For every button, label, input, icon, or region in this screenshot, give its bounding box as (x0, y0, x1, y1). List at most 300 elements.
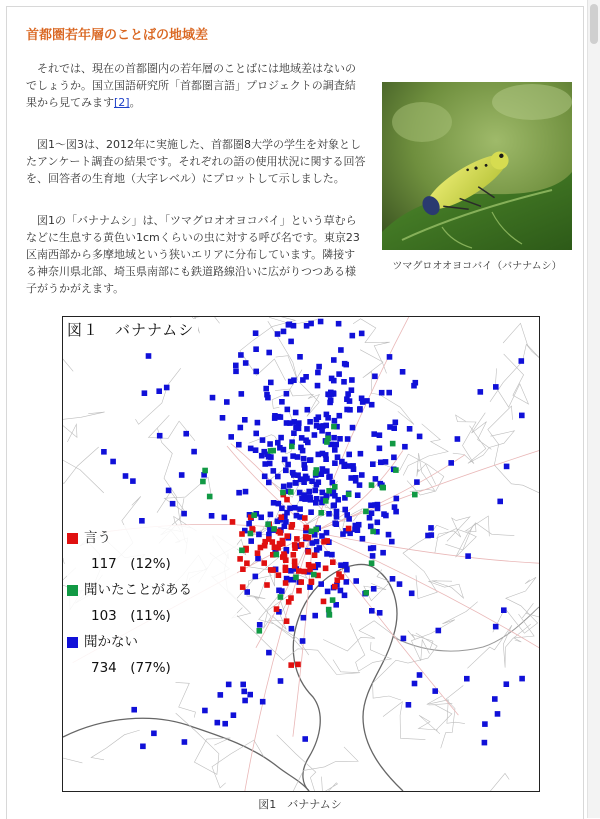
survey-point-marker (332, 584, 338, 590)
survey-point-marker (359, 472, 365, 478)
survey-point-marker (253, 447, 259, 453)
survey-point-marker (360, 399, 366, 405)
legend-label: 聞かない (84, 634, 138, 650)
survey-point-marker (326, 511, 332, 517)
survey-point-marker (258, 515, 264, 521)
survey-point-marker (493, 624, 499, 630)
survey-point-marker (275, 474, 281, 480)
survey-point-marker (123, 473, 129, 479)
survey-point-marker (281, 484, 287, 490)
survey-point-marker (233, 363, 239, 369)
survey-point-marker (504, 464, 510, 470)
survey-point-marker (278, 435, 284, 441)
survey-point-marker (302, 736, 308, 742)
survey-point-marker (274, 552, 280, 558)
survey-point-marker (191, 449, 197, 455)
survey-point-marker (368, 503, 374, 509)
survey-point-marker (397, 581, 403, 587)
survey-point-marker (383, 513, 389, 519)
survey-point-marker (323, 566, 329, 572)
survey-point-marker (292, 505, 298, 511)
bananamushi-map (62, 316, 540, 792)
survey-point-marker (303, 437, 309, 443)
survey-point-marker (314, 417, 320, 423)
survey-point-marker (353, 478, 359, 484)
survey-point-marker (302, 515, 308, 521)
survey-point-marker (290, 470, 296, 476)
survey-point-marker (202, 468, 208, 474)
survey-point-marker (369, 608, 375, 614)
survey-point-marker (291, 552, 297, 558)
legend-item-say (67, 525, 237, 551)
survey-point-marker (262, 461, 268, 467)
survey-point-marker (218, 692, 224, 698)
legend-count: 734 (77%) (67, 655, 237, 681)
survey-point-marker (478, 389, 484, 395)
survey-point-marker (230, 519, 236, 525)
survey-point-marker (238, 352, 244, 358)
paragraph-survey: 図1～図3は、2012年に実施した、首都圏8大学の学生を対象としたアンケート調査の結果です。それぞれの語の使用状況に関する回答を、回答者の生育地（大字レベル）にプロットして示しました。 (26, 138, 366, 185)
survey-point-marker (236, 442, 242, 448)
survey-point-marker (417, 672, 423, 678)
survey-point-marker (270, 539, 276, 545)
survey-point-marker (244, 560, 250, 566)
survey-point-marker (324, 551, 330, 557)
survey-point-marker (428, 525, 434, 531)
survey-point-marker (310, 540, 316, 546)
survey-point-marker (272, 415, 278, 421)
survey-point-marker (166, 488, 172, 494)
survey-point-marker (156, 388, 162, 394)
survey-point-marker (207, 494, 213, 500)
survey-point-marker (228, 434, 234, 440)
survey-point-marker (315, 562, 321, 568)
survey-point-marker (304, 426, 310, 432)
survey-point-marker (373, 476, 379, 482)
survey-point-marker (288, 379, 294, 385)
legend-label: 聞いたことがある (84, 582, 192, 598)
survey-point-marker (255, 550, 261, 556)
survey-point-marker (131, 707, 137, 713)
survey-point-marker (253, 330, 259, 336)
survey-point-marker (407, 426, 413, 432)
survey-point-marker (268, 448, 274, 454)
survey-point-marker (455, 436, 461, 442)
survey-point-marker (375, 506, 381, 512)
survey-point-marker (101, 449, 107, 455)
photo-caption: ツマグロオオヨコバイ（バナナムシ） (392, 261, 562, 272)
survey-point-marker (286, 322, 292, 328)
survey-point-marker (465, 553, 471, 559)
survey-point-marker (346, 492, 352, 498)
survey-point-marker (279, 399, 285, 405)
survey-point-marker (383, 459, 389, 465)
survey-point-marker (238, 425, 244, 431)
survey-point-marker (263, 386, 269, 392)
survey-point-marker (289, 444, 295, 450)
survey-point-marker (146, 353, 152, 359)
survey-point-marker (327, 474, 333, 480)
survey-point-marker (290, 453, 296, 459)
survey-point-marker (389, 539, 395, 545)
survey-point-marker (329, 376, 335, 382)
survey-point-marker (319, 533, 325, 539)
survey-point-marker (314, 547, 320, 553)
survey-point-marker (417, 434, 423, 440)
survey-point-marker (274, 606, 280, 612)
survey-point-marker (305, 549, 311, 555)
survey-point-marker (292, 545, 298, 551)
survey-point-marker (307, 457, 313, 463)
map-title: 図１ バナナムシ (67, 319, 198, 340)
survey-point-marker (237, 556, 243, 562)
survey-point-marker (337, 436, 343, 442)
survey-point-marker (309, 579, 315, 585)
survey-point-marker (316, 479, 322, 485)
survey-point-marker (293, 425, 299, 431)
survey-point-marker (331, 435, 337, 441)
survey-point-marker (321, 539, 327, 545)
survey-point-marker (338, 347, 344, 353)
survey-point-marker (231, 712, 237, 718)
survey-point-marker (343, 562, 349, 568)
survey-point-marker (377, 446, 383, 452)
survey-point-marker (318, 581, 324, 587)
survey-point-marker (315, 370, 321, 376)
survey-point-marker (400, 369, 406, 375)
survey-point-marker (242, 417, 248, 423)
survey-point-marker (379, 390, 385, 396)
survey-point-marker (302, 465, 308, 471)
survey-point-marker (285, 462, 291, 468)
survey-point-marker (336, 371, 342, 377)
survey-point-marker (375, 520, 381, 526)
survey-point-marker (308, 509, 314, 515)
survey-point-marker (291, 323, 297, 329)
survey-point-marker (369, 510, 375, 516)
survey-point-marker (331, 424, 337, 430)
survey-point-marker (299, 542, 305, 548)
survey-point-marker (319, 471, 325, 477)
survey-point-marker (222, 515, 228, 521)
survey-point-marker (288, 662, 294, 668)
survey-point-marker (386, 390, 392, 396)
survey-point-marker (284, 420, 290, 426)
survey-point-marker (239, 391, 245, 397)
survey-point-marker (303, 525, 309, 531)
survey-point-marker (248, 538, 254, 544)
survey-point-marker (239, 548, 245, 554)
survey-point-marker (380, 550, 386, 556)
survey-point-marker (304, 323, 310, 329)
survey-point-marker (519, 676, 525, 682)
survey-point-marker (209, 513, 215, 519)
survey-point-marker (305, 407, 311, 413)
survey-point-marker (303, 534, 309, 540)
survey-point-marker (436, 628, 442, 634)
scrollbar-thumb[interactable] (590, 4, 598, 44)
survey-point-marker (247, 692, 253, 698)
survey-point-marker (323, 452, 329, 458)
survey-point-marker (349, 387, 355, 393)
survey-point-marker (331, 357, 337, 363)
survey-point-marker (282, 553, 288, 559)
legend-count: 103 (11%) (67, 603, 237, 629)
survey-point-marker (327, 612, 333, 618)
survey-point-marker (285, 407, 291, 413)
survey-point-marker (386, 532, 392, 538)
survey-point-marker (402, 444, 408, 450)
survey-point-marker (331, 502, 337, 508)
survey-point-marker (313, 527, 319, 533)
survey-point-marker (262, 539, 268, 545)
survey-point-marker (279, 588, 285, 594)
survey-point-marker (255, 420, 261, 426)
survey-point-marker (326, 607, 332, 613)
survey-point-marker (278, 530, 284, 536)
survey-point-marker (278, 594, 284, 600)
survey-point-marker (267, 441, 273, 447)
survey-point-marker (519, 413, 525, 419)
survey-point-marker (243, 489, 249, 495)
legend-item-heard (67, 577, 237, 603)
survey-point-marker (275, 440, 281, 446)
survey-point-marker (370, 553, 376, 559)
survey-point-marker (319, 428, 325, 434)
survey-point-marker (226, 682, 232, 688)
survey-point-marker (298, 579, 304, 585)
survey-point-marker (394, 496, 400, 502)
survey-point-marker (393, 420, 399, 426)
survey-point-marker (271, 526, 277, 532)
survey-point-marker (519, 358, 525, 364)
survey-point-marker (251, 512, 257, 518)
survey-point-marker (222, 721, 228, 727)
survey-point-marker (342, 593, 348, 599)
survey-point-marker (233, 369, 239, 375)
survey-point-marker (370, 529, 376, 535)
leafhopper-photo (382, 82, 572, 250)
survey-point-marker (356, 522, 362, 528)
survey-point-marker (391, 455, 397, 461)
survey-point-marker (342, 507, 348, 513)
survey-point-marker (297, 354, 303, 360)
survey-point-marker (293, 575, 299, 581)
survey-point-marker (332, 484, 338, 490)
section-title: 首都圏若年層のことばの地域差 (26, 28, 209, 43)
survey-point-marker (142, 390, 148, 396)
survey-point-marker (257, 628, 263, 634)
survey-point-marker (266, 350, 272, 356)
survey-point-marker (281, 329, 287, 335)
survey-point-marker (266, 454, 272, 460)
survey-point-marker (157, 433, 163, 439)
survey-point-marker (289, 524, 295, 530)
survey-point-marker (316, 452, 322, 458)
survey-point-marker (242, 698, 248, 704)
survey-point-marker (307, 419, 313, 425)
survey-point-marker (339, 459, 345, 465)
survey-point-marker (265, 522, 271, 528)
survey-point-marker (324, 412, 330, 418)
survey-point-marker (332, 521, 338, 527)
survey-point-marker (261, 560, 267, 566)
reference-link-2[interactable]: [2] (114, 96, 130, 109)
survey-point-marker (284, 533, 290, 539)
survey-point-marker (304, 476, 310, 482)
survey-point-marker (337, 413, 343, 419)
survey-point-marker (283, 580, 289, 586)
survey-point-marker (332, 493, 338, 499)
survey-point-marker (369, 560, 375, 566)
survey-point-marker (151, 731, 157, 737)
survey-point-marker (353, 578, 359, 584)
survey-point-marker (293, 410, 299, 416)
survey-point-marker (324, 439, 330, 445)
survey-point-marker (278, 678, 284, 684)
survey-point-marker (202, 708, 208, 714)
legend-count: 117 (12%) (67, 551, 237, 577)
survey-point-marker (323, 498, 329, 504)
survey-point-marker (266, 650, 272, 656)
survey-point-marker (288, 339, 294, 345)
survey-point-marker (359, 331, 365, 337)
survey-point-marker (406, 702, 412, 708)
survey-point-marker (311, 572, 317, 578)
survey-point-marker (315, 383, 321, 389)
survey-point-marker (303, 374, 309, 380)
survey-point-marker (244, 589, 250, 595)
survey-point-marker (318, 319, 324, 325)
survey-point-marker (370, 461, 376, 467)
survey-point-marker (314, 467, 320, 473)
survey-point-marker (371, 586, 377, 592)
survey-point-marker (255, 556, 261, 562)
survey-point-marker (284, 391, 290, 397)
survey-point-marker (392, 504, 398, 510)
survey-point-marker (291, 430, 297, 436)
survey-point-marker (183, 431, 189, 437)
survey-point-marker (284, 497, 290, 503)
survey-point-marker (341, 379, 347, 385)
vertical-scrollbar[interactable] (587, 0, 600, 818)
survey-point-marker (377, 610, 383, 616)
legend-item-not-heard (67, 629, 237, 655)
survey-point-marker (412, 681, 418, 687)
survey-point-marker (368, 546, 374, 552)
paragraph-intro: それでは、現在の首都圏内の若年層のことばには地域差はないのでしょうか。国立国語研究所「首都圏言語」プロジェクトの調査結果から見てみます[2]。 (26, 62, 356, 109)
survey-point-marker (324, 468, 330, 474)
survey-point-marker (350, 463, 356, 469)
survey-point-marker (215, 720, 221, 726)
survey-point-marker (326, 488, 332, 494)
survey-point-marker (179, 472, 185, 478)
survey-point-marker (253, 346, 259, 352)
survey-point-marker (248, 446, 254, 452)
survey-point-marker (330, 559, 336, 565)
survey-point-marker (363, 590, 369, 596)
survey-point-marker (257, 622, 263, 628)
survey-point-marker (368, 524, 374, 530)
survey-point-marker (504, 681, 510, 687)
survey-point-marker (344, 579, 350, 585)
survey-point-marker (338, 562, 344, 568)
survey-point-marker (346, 526, 352, 532)
blue-square-icon (67, 637, 78, 648)
survey-point-marker (495, 711, 501, 717)
survey-point-marker (220, 415, 226, 421)
survey-point-marker (332, 447, 338, 453)
survey-point-marker (482, 721, 488, 727)
survey-point-marker (279, 506, 285, 512)
survey-point-marker (286, 599, 292, 605)
survey-point-marker (312, 488, 318, 494)
survey-point-marker (312, 552, 318, 558)
survey-point-marker (240, 566, 246, 572)
survey-point-marker (298, 445, 304, 451)
survey-point-marker (346, 452, 352, 458)
survey-point-marker (236, 490, 242, 496)
survey-point-marker (387, 424, 393, 430)
survey-point-marker (336, 321, 342, 327)
survey-point-marker (413, 380, 419, 386)
survey-point-marker (292, 558, 298, 564)
survey-point-marker (390, 441, 396, 447)
survey-point-marker (325, 589, 331, 595)
survey-point-marker (308, 497, 314, 503)
survey-point-marker (239, 531, 245, 537)
survey-point-marker (297, 506, 303, 512)
survey-point-marker (284, 618, 290, 624)
survey-point-marker (363, 509, 369, 515)
survey-point-marker (312, 432, 318, 438)
survey-point-marker (246, 521, 252, 527)
survey-point-marker (139, 518, 145, 524)
survey-point-marker (501, 607, 507, 613)
survey-point-marker (301, 615, 307, 621)
survey-point-marker (334, 509, 340, 515)
survey-point-marker (414, 479, 420, 485)
survey-point-marker (296, 568, 302, 574)
survey-point-marker (355, 492, 361, 498)
survey-point-marker (387, 354, 393, 360)
survey-point-marker (432, 688, 438, 694)
survey-point-marker (497, 499, 503, 505)
survey-point-marker (200, 479, 206, 485)
survey-point-marker (295, 662, 301, 668)
survey-point-marker (140, 744, 146, 750)
survey-point-marker (243, 360, 249, 366)
green-square-icon (67, 585, 78, 596)
survey-point-marker (264, 582, 270, 588)
survey-point-marker (170, 501, 176, 507)
survey-point-marker (314, 423, 320, 429)
survey-point-marker (329, 552, 335, 558)
survey-point-marker (327, 400, 333, 406)
survey-point-marker (277, 541, 283, 547)
survey-point-marker (260, 437, 266, 443)
survey-point-marker (130, 478, 136, 484)
survey-point-marker (181, 511, 187, 517)
survey-point-marker (182, 739, 188, 745)
leafhopper-photo-image (382, 82, 572, 250)
survey-point-marker (321, 599, 327, 605)
survey-point-marker (309, 529, 315, 535)
survey-point-marker (333, 442, 339, 448)
survey-point-marker (241, 689, 247, 695)
survey-point-marker (268, 380, 274, 386)
survey-point-marker (330, 597, 336, 603)
